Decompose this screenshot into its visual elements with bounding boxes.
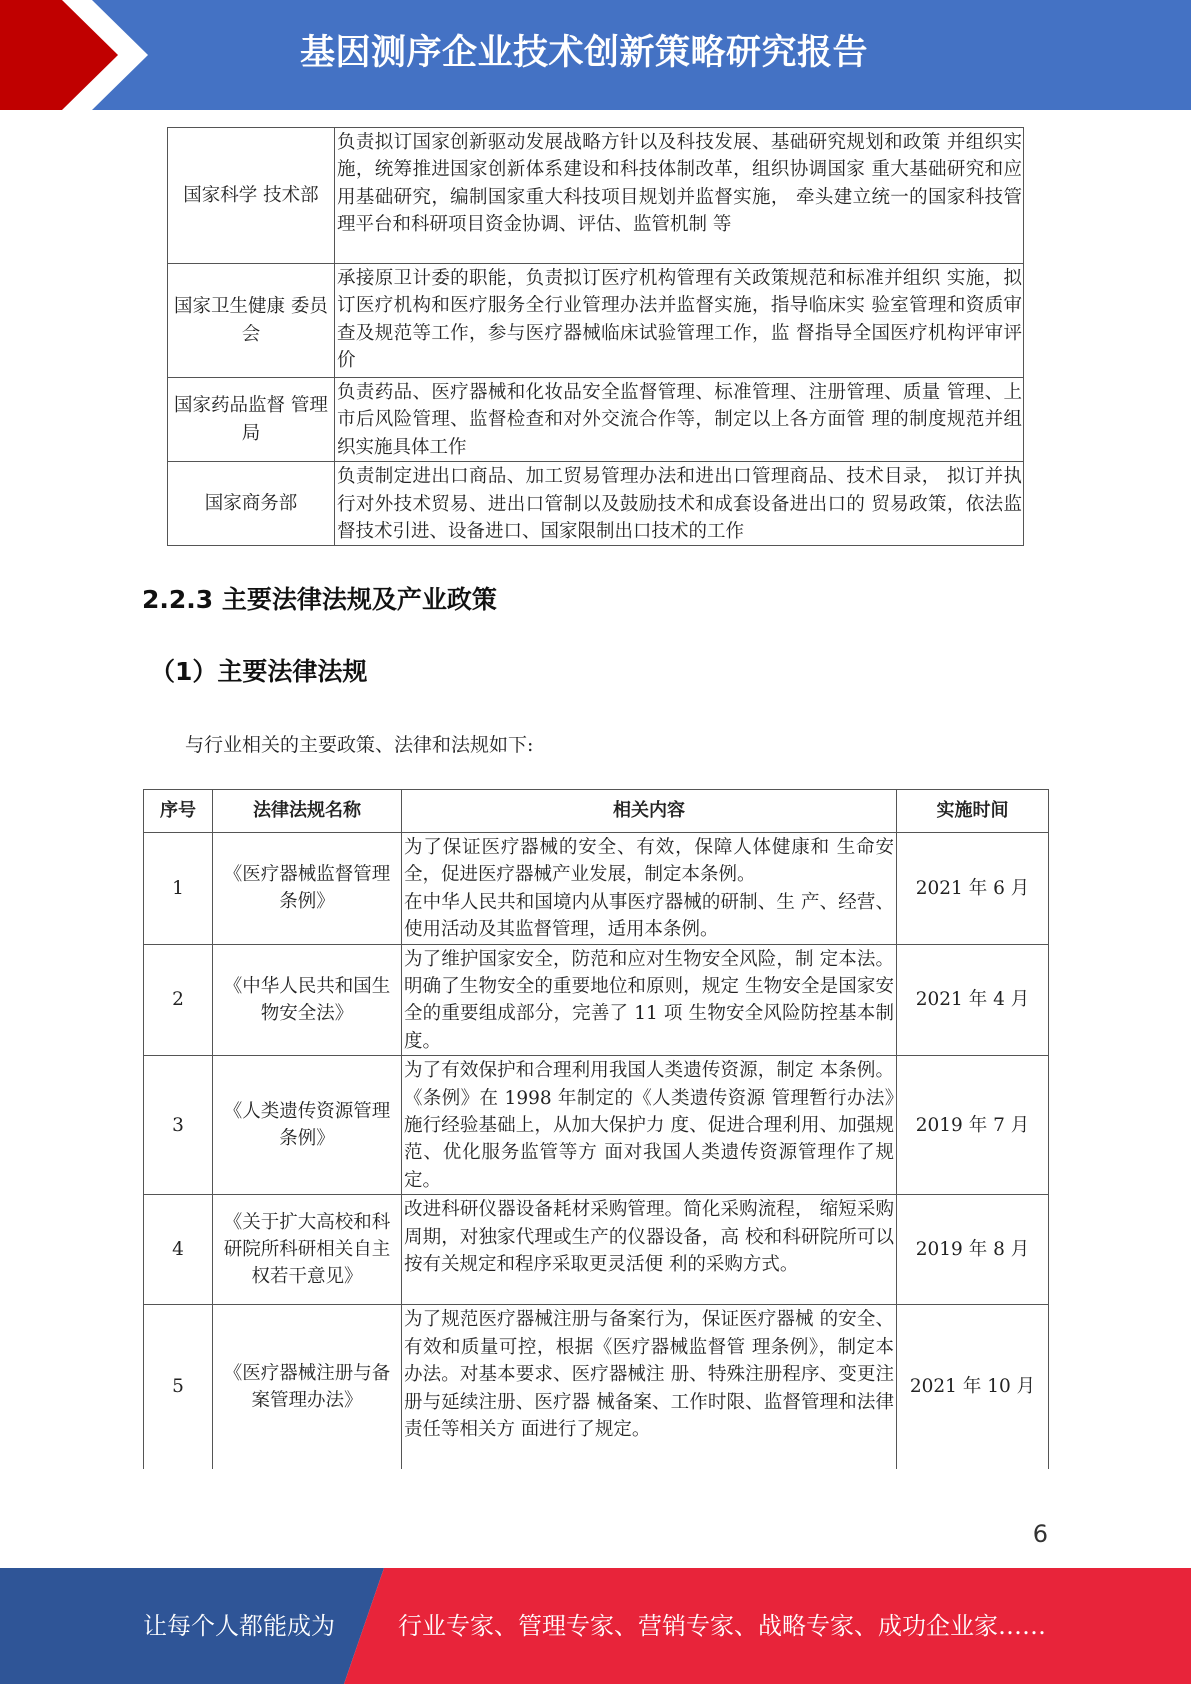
table-row	[144, 1305, 1049, 1469]
law-content-line: 改进科研仪器设备耗材采购管理。简化采购流程， 缩短采购周期，对独家代理或生产的仪器设备，高 校和科研院所可以按有关规定和程序采取更灵活便 利的采购方式。	[404, 1199, 894, 1276]
table-row	[168, 264, 1024, 378]
law-content	[402, 833, 897, 945]
law-name: 《人类遗传资源管理条例》	[213, 1056, 402, 1195]
agency-duty: 负责拟订国家创新驱动发展战略方针以及科技发展、基础研究规划和政策 并组织实施，统筹推进国家创新体系建设和科技体制改革，组织协调国家 重大基础研究和应用基础研究，编制国家重大科技项目规划并监督实施， 牵头建立统一的国家科技管理平台和科研项目资金协调、评估、监管机制 等	[335, 128, 1024, 264]
subsection-heading: （1）主要法律法规	[150, 657, 368, 686]
law-name: 《医疗器械注册与备案管理办法》	[213, 1305, 402, 1469]
law-content	[402, 1056, 897, 1195]
law-name: 《关于扩大高校和科研院所科研相关自主权若干意见》	[213, 1195, 402, 1305]
law-date: 2019 年 8 月	[897, 1195, 1049, 1305]
law-content-line: 为了保证医疗器械的安全、有效，保障人体健康和 生命安全，促进医疗器械产业发展，制定本条例。	[404, 837, 894, 886]
table-header-row	[144, 790, 1049, 833]
table-row	[168, 378, 1024, 462]
row-number: 1	[144, 833, 213, 945]
law-name: 《医疗器械监督管理条例》	[213, 833, 402, 945]
law-content	[402, 944, 897, 1056]
law-content-line: 为了维护国家安全，防范和应对生物安全风险，制 定本法。明确了生物安全的重要地位和原则，规定 生物安全是国家安全的重要组成部分，完善了 11 项 生物安全风险防控基本制度。	[404, 948, 894, 1052]
agency-name: 国家科学 技术部	[168, 128, 335, 264]
table-row	[168, 128, 1024, 264]
column-header-date: 实施时间	[897, 790, 1049, 833]
agency-duty: 负责制定进出口商品、加工贸易管理办法和进出口管理商品、技术目录， 拟订并执行对外技术贸易、进出口管制以及鼓励技术和成套设备进出口的 贸易政策，依法监督技术引进、设备进口、国家限制出口技术的工作	[335, 462, 1024, 546]
law-content	[402, 1195, 897, 1305]
report-title: 基因测序企业技术创新策略研究报告	[300, 33, 869, 73]
agency-table	[167, 127, 1024, 546]
law-date: 2021 年 10 月	[897, 1305, 1049, 1469]
law-date: 2021 年 4 月	[897, 944, 1049, 1056]
table-row	[144, 944, 1049, 1056]
footer-slogan-left: 让每个人都能成为	[143, 1612, 335, 1640]
column-header-name: 法律法规名称	[213, 790, 402, 833]
column-header-no: 序号	[144, 790, 213, 833]
page-header	[0, 0, 1191, 110]
row-number: 5	[144, 1305, 213, 1469]
footer-slogan-right: 行业专家、管理专家、营销专家、战略专家、成功企业家……	[398, 1612, 1046, 1640]
law-name: 《中华人民共和国生物安全法》	[213, 944, 402, 1056]
row-number: 3	[144, 1056, 213, 1195]
law-content-line: 在中华人民共和国境内从事医疗器械的研制、生 产、经营、使用活动及其监督管理，适用本条例。	[404, 891, 894, 941]
agency-duty: 负责药品、医疗器械和化妆品安全监督管理、标准管理、注册管理、质量 管理、上市后风险管理、监督检查和对外交流合作等，制定以上各方面管 理的制度规范并组织实施具体工作	[335, 378, 1024, 462]
agency-name: 国家卫生健康 委员会	[168, 264, 335, 378]
agency-duty: 承接原卫计委的职能，负责拟订医疗机构管理有关政策规范和标准并组织 实施，拟订医疗机构和医疗服务全行业管理办法并监督实施，指导临床实 验室管理和资质审查及规范等工作，参与医疗器械临床试验管理工作，监 督指导全国医疗机构评审评价	[335, 264, 1024, 378]
agency-name: 国家商务部	[168, 462, 335, 546]
law-content	[402, 1305, 897, 1469]
law-content-line: 为了有效保护和合理利用我国人类遗传资源，制定 本条例。《条例》在 1998 年制定的《人类遗传资源 管理暂行办法》施行经验基础上，从加大保护力 度、促进合理利用、加强规范、优化服务监管等方 面对我国人类遗传资源管理作了规定。	[404, 1060, 894, 1191]
law-content-line: 为了规范医疗器械注册与备案行为，保证医疗器械 的安全、有效和质量可控，根据《医疗器械监督管 理条例》，制定本办法。对基本要求、医疗器械注 册、特殊注册程序、变更注册与延续注册、医疗器 械备案、工作时限、监督管理和法律责任等相关方 面进行了规定。	[404, 1309, 894, 1440]
intro-paragraph: 与行业相关的主要政策、法律和法规如下:	[185, 734, 534, 756]
row-number: 4	[144, 1195, 213, 1305]
page-footer	[0, 1568, 1191, 1684]
table-row	[144, 833, 1049, 945]
table-row	[168, 462, 1024, 546]
section-heading: 2.2.3 主要法律法规及产业政策	[142, 585, 497, 614]
table-row	[144, 1056, 1049, 1195]
row-number: 2	[144, 944, 213, 1056]
agency-name: 国家药品监督 管理局	[168, 378, 335, 462]
law-date: 2021 年 6 月	[897, 833, 1049, 945]
law-table	[143, 789, 1049, 1469]
law-date: 2019 年 7 月	[897, 1056, 1049, 1195]
page-number: 6	[1032, 1520, 1048, 1548]
table-row	[144, 1195, 1049, 1305]
column-header-content: 相关内容	[402, 790, 897, 833]
